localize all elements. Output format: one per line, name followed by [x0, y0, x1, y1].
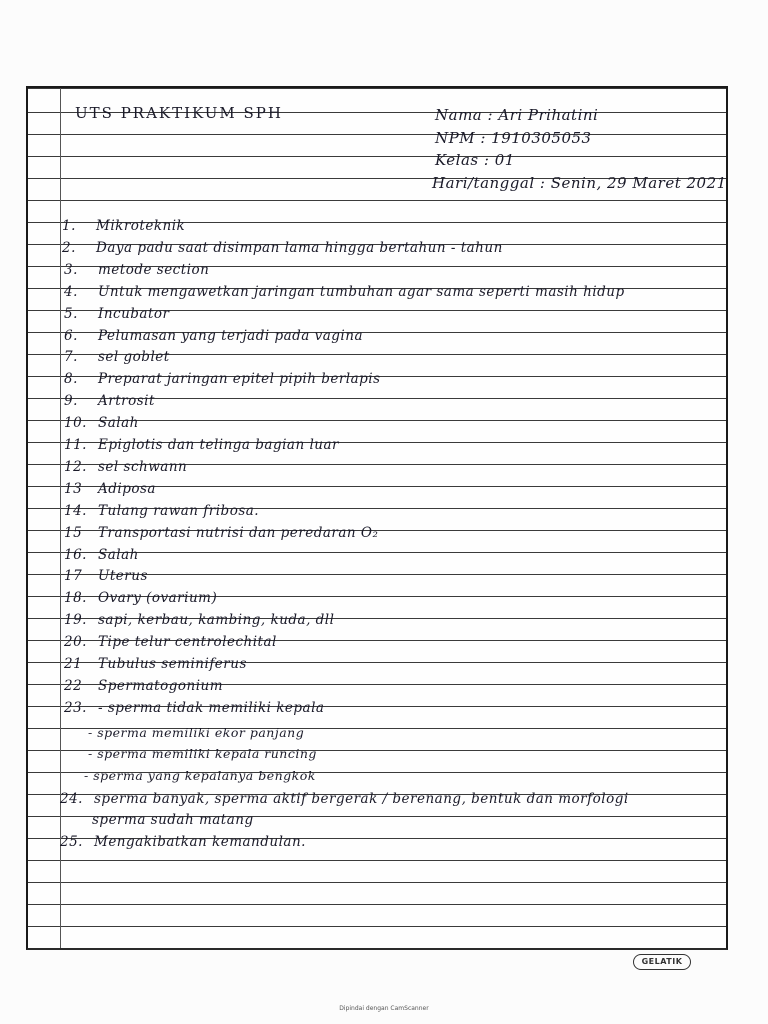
answer-22 — [64, 678, 223, 694]
answer-10 — [64, 415, 139, 431]
answer-number: 6. — [64, 328, 78, 344]
answer-23-sub-1: - sperma memiliki ekor panjang — [88, 725, 305, 740]
answer-number: 15 — [64, 525, 83, 541]
answer-text: Salah — [98, 547, 139, 563]
answer-number: 25. — [60, 834, 83, 850]
answer-text: Transportasi nutrisi dan peredaran O₂ — [98, 525, 379, 541]
answer-text: Tulang rawan fribosa. — [98, 503, 260, 519]
answer-text: Incubator — [98, 306, 170, 322]
answer-text: metode section — [98, 262, 210, 278]
answer-2 — [62, 240, 503, 256]
answer-1 — [62, 218, 185, 234]
answer-text: sapi, kerbau, kambing, kuda, dll — [98, 612, 335, 628]
answer-17 — [64, 568, 148, 584]
scanner-footer: Dipindai dengan CamScanner — [339, 1005, 429, 1012]
answer-number: 24. — [60, 791, 83, 807]
answer-text: Pelumasan yang terjadi pada vagina — [98, 328, 363, 344]
answer-number: 19. — [64, 612, 87, 628]
answer-7 — [64, 349, 170, 365]
margin-line — [60, 88, 61, 948]
answer-24-cont: sperma sudah matang — [92, 812, 254, 828]
exam-date: Hari/tanggal : Senin, 29 Maret 2021 — [432, 174, 727, 192]
answer-11 — [64, 437, 339, 453]
answer-number: 8. — [64, 371, 78, 387]
answer-text: sel goblet — [98, 349, 170, 365]
answer-number: 21 — [64, 656, 83, 672]
student-npm: NPM : 1910305053 — [435, 129, 592, 147]
answer-text: Daya padu saat disimpan lama hingga bertahun - tahun — [96, 240, 503, 256]
answer-12 — [64, 459, 187, 475]
answer-19 — [64, 612, 334, 628]
answer-20 — [64, 634, 277, 650]
answer-number: 4. — [64, 284, 78, 300]
answer-text: Salah — [98, 415, 139, 431]
answer-16 — [64, 547, 139, 563]
answer-23-sub-2: - sperma memiliki kepala runcing — [88, 746, 317, 761]
answer-24 — [60, 791, 629, 807]
answer-number: 10. — [64, 415, 87, 431]
answer-number: 2. — [62, 240, 76, 256]
answer-text: Adiposa — [98, 481, 156, 497]
answer-number: 11. — [64, 437, 87, 453]
student-class: Kelas : 01 — [435, 151, 515, 169]
exam-title: UTS PRAKTIKUM SPH — [75, 104, 283, 122]
answer-number: 5. — [64, 306, 78, 322]
answer-13 — [64, 481, 156, 497]
answer-number: 9. — [64, 393, 78, 409]
answer-23 — [64, 700, 324, 716]
answer-25 — [60, 834, 306, 850]
answer-3 — [64, 262, 209, 278]
answer-text: Untuk mengawetkan jaringan tumbuhan agar sama seperti masih hidup — [98, 284, 625, 300]
answer-8 — [64, 371, 381, 387]
notebook-brand-logo: GELATIK — [633, 954, 691, 970]
answer-number: 14. — [64, 503, 87, 519]
answer-21 — [64, 656, 247, 672]
answer-number: 18. — [64, 590, 87, 606]
answer-text: Tipe telur centrolechital — [98, 634, 277, 650]
answer-number: 12. — [64, 459, 87, 475]
answer-number: 7. — [64, 349, 78, 365]
answer-text: Ovary (ovarium) — [98, 590, 218, 606]
answer-text: Epiglotis dan telinga bagian luar — [98, 437, 339, 453]
answer-14 — [64, 503, 259, 519]
answer-number: 17 — [64, 568, 83, 584]
answer-text: Preparat jaringan epitel pipih berlapis — [98, 371, 381, 387]
student-name: Nama : Ari Prihatini — [435, 106, 599, 124]
answer-text: Tubulus seminiferus — [98, 656, 247, 672]
answer-text: sel schwann — [98, 459, 188, 475]
answer-number: 23. — [64, 700, 87, 716]
answer-number: 1. — [62, 218, 76, 234]
answer-text: Mengakibatkan kemandulan. — [94, 834, 306, 850]
answer-9 — [64, 393, 155, 409]
answer-text: - sperma tidak memiliki kepala — [98, 700, 325, 716]
answer-number: 20. — [64, 634, 87, 650]
answer-text: Uterus — [98, 568, 148, 584]
answer-number: 22 — [64, 678, 83, 694]
answer-text: Spermatogonium — [98, 678, 224, 694]
answer-23-sub-3: - sperma yang kepalanya bengkok — [84, 768, 316, 783]
answer-text: sperma banyak, sperma aktif bergerak / berenang, bentuk dan morfologi — [94, 791, 629, 807]
answer-number: 13 — [64, 481, 83, 497]
answer-5 — [64, 306, 169, 322]
answer-18 — [64, 590, 217, 606]
answer-text: Mikroteknik — [96, 218, 186, 234]
answer-15 — [64, 525, 378, 541]
answer-text: Artrosit — [98, 393, 155, 409]
answer-number: 3. — [64, 262, 78, 278]
answer-6 — [64, 328, 363, 344]
answer-number: 16. — [64, 547, 87, 563]
answer-4 — [64, 284, 625, 300]
